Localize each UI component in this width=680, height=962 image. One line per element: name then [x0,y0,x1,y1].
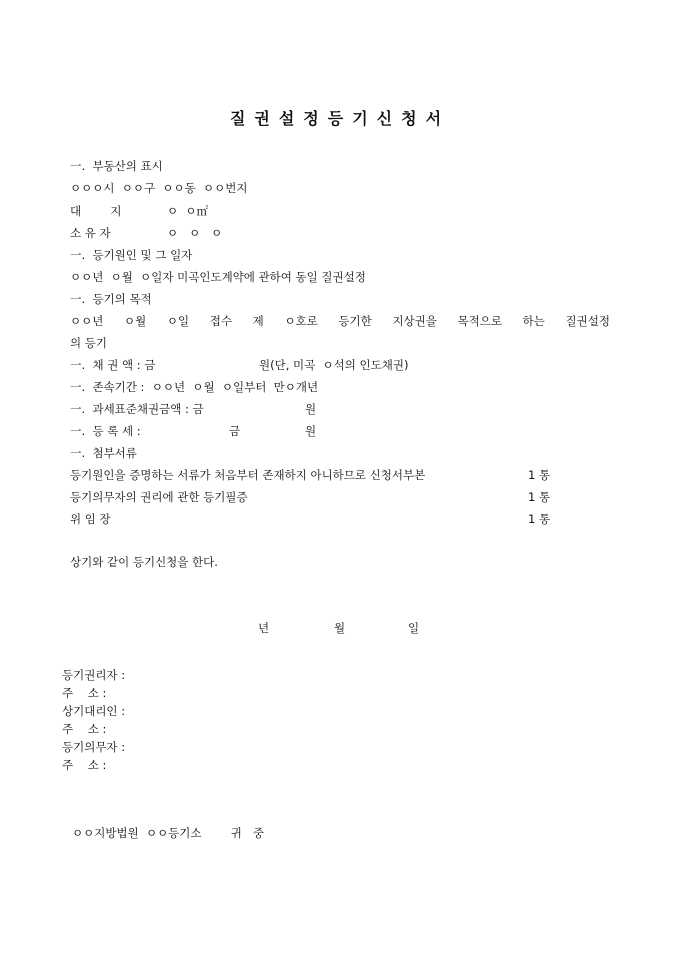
date-day-label: 일 [408,621,420,635]
attachment-item-count: 1 통 [528,512,551,526]
section-cause-heading: 一. 등기원인 및 그 일자 [70,248,193,262]
applicant-label: 등기권리자 : [62,668,126,682]
purpose-line-2: 의 등기 [70,336,107,350]
section-purpose-heading: 一. 등기의 목적 [70,292,152,306]
owner-label: 소 유 자 [70,226,111,240]
property-address: ㅇㅇㅇ시 ㅇㅇ구 ㅇㅇ동 ㅇㅇ번지 [70,181,248,195]
owner-value: ㅇ ㅇ ㅇ [167,226,223,240]
land-label: 대 지 [70,204,122,218]
section-attachments-heading: 一. 첨부서류 [70,446,137,460]
applicant-address-label: 주 소 : [62,686,107,700]
claim-value: 원(단, 미곡 ㅇ석의 인도채권) [259,358,409,372]
section-property-heading: 一. 부동산의 표시 [70,159,163,173]
reg-tax-label: 一. 등 록 세 : [70,424,141,438]
date-year-label: 년 [258,621,270,635]
agent-address-label: 주 소 : [62,722,107,736]
date-month-label: 월 [334,621,346,635]
obligor-label: 등기의무자 : [62,740,126,754]
claim-label: 一. 채 권 액 : 금 [70,358,156,372]
obligor-address-label: 주 소 : [62,758,107,772]
tax-base-value: 원 [305,402,317,416]
reg-tax-value: 원 [305,424,317,438]
statement-text: 상기와 같이 등기신청을 한다. [70,555,218,569]
cause-text: ㅇㅇ년 ㅇ월 ㅇ일자 미곡인도계약에 관하여 동일 질권설정 [70,270,366,284]
duration-text: 一. 존속기간 : ㅇㅇ년 ㅇ월 ㅇ일부터 만ㅇ개년 [70,380,319,394]
purpose-line-1: ㅇㅇ년 ㅇ월 ㅇ일 접수 제 ㅇ호로 등기한 지상권을 목적으로 하는 질권설정 [70,314,610,328]
tax-base-label: 一. 과세표준채권금액 : 금 [70,402,204,416]
agent-label: 상기대리인 : [62,704,126,718]
land-value: ㅇ ㅇ㎡ [167,204,209,218]
attachment-item-name: 등기의무자의 권리에 관한 등기필증 [70,490,248,504]
addressee-text: ㅇㅇ지방법원 ㅇㅇ등기소 귀 중 [72,826,264,840]
attachment-item-name: 위 임 장 [70,512,111,526]
reg-tax-amount-label: 금 [229,424,241,438]
attachment-item-count: 1 통 [528,468,551,482]
attachment-item-name: 등기원인을 증명하는 서류가 처음부터 존재하지 아니하므로 신청서부본 [70,468,426,482]
document-title: 질권설정등기신청서 [229,109,451,128]
attachment-item-count: 1 통 [528,490,551,504]
